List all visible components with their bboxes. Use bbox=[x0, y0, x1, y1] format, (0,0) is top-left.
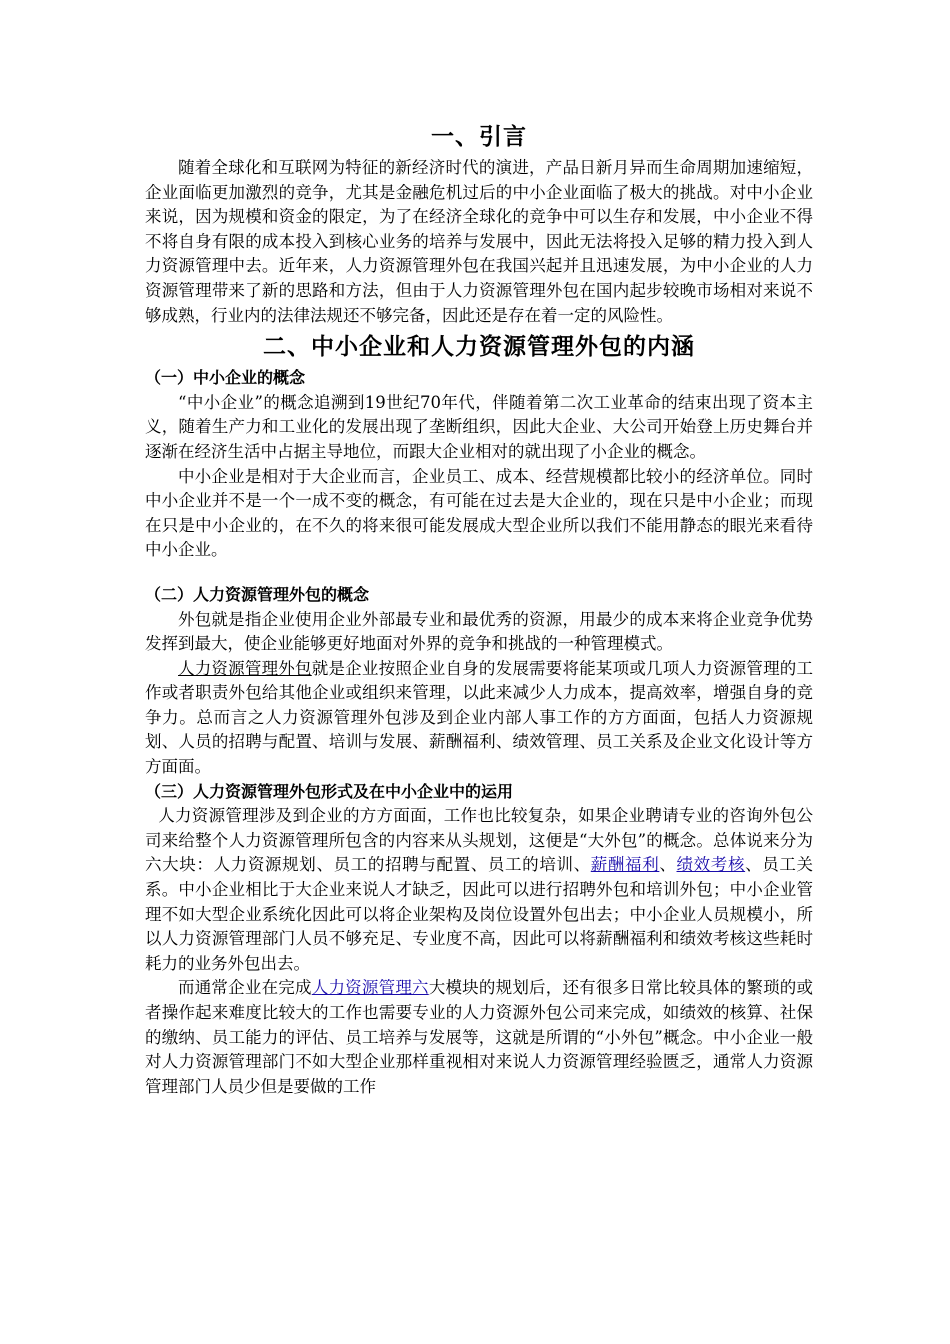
subsection1-paragraph-2: 中小企业是相对于大企业而言，企业员工、成本、经营规模都比较小的经济单位。同时中小企业并不是一个一成不变的概念，有可能在过去是大企业的，现在只是中小企业；而现在只是中小企业的，在不久的将来很可能发展成大型企业所以我们不能用静态的眼光来看待中小企业。 bbox=[145, 466, 813, 560]
subsection1-title: （一）中小企业的概念 bbox=[145, 368, 306, 388]
separator: 、 bbox=[659, 855, 677, 875]
subsection2-title: （二）人力资源管理外包的概念 bbox=[145, 584, 370, 604]
subsection2-paragraph-2 bbox=[145, 657, 813, 780]
subsection3-paragraph-2 bbox=[145, 976, 813, 1099]
hr-outsourcing-term: 人力资源管理外包 bbox=[178, 658, 312, 678]
document-body bbox=[145, 118, 813, 1099]
section2-title: 二、中小企业和人力资源管理外包的内涵 bbox=[263, 334, 695, 361]
subsection3-paragraph-2-text-a: 而通常企业在完成 bbox=[178, 978, 312, 998]
section1-title: 一、引言 bbox=[431, 124, 527, 150]
hr-six-modules-link[interactable]: 人力资源管理六 bbox=[311, 978, 429, 998]
performance-appraisal-link[interactable]: 绩效考核 bbox=[676, 855, 746, 875]
section1-paragraph: 随着全球化和互联网为特征的新经济时代的演进，产品日新月异而生命周期加速缩短，企业面临更加激烈的竞争，尤其是金融危机过后的中小企业面临了极大的挑战。对中小企业来说，因为规模和资金的限定，为了在经济全球化的竞争中可以生存和发展，中小企业不得不将自身有限的成本投入到核心业务的培养与发展中，因此无法将投入足够的精力投入到人力资源管理中去。近年来，人力资源管理外包在我国兴起并且迅速发展，为中小企业的人力资源管理带来了新的思路和方法，但由于人力资源管理外包在国内起步较晚市场相对来说不够成熟，行业内的法律法规还不够完备，因此还是存在着一定的风险性。 bbox=[145, 158, 813, 325]
subsection3-paragraph-2-text-b: 大模块的规划后，还有很多日常比较具体的繁琐的或者操作起来难度比较大的工作也需要专业的人力资源外包公司来完成，如绩效的核算、社保的缴纳、员工能力的评估、员工培养与发展等，这就是所谓的“小外包”概念。中小企业一般对人力资源管理部门不如大型企业那样重视相对来说人力资源管理经验匮乏，通常人力资源管理部门人员少但是要做的工作 bbox=[145, 978, 814, 1096]
subsection1-paragraph-1: “中小企业”的概念追溯到19世纪70年代，伴随着第二次工业革命的结束出现了资本主义，随着生产力和工业化的发展出现了垄断组织，因此大企业、大公司开始登上历史舞台并逐渐在经济生活中占据主导地位，而跟大企业相对的就出现了小企业的概念。 bbox=[145, 392, 813, 461]
subsection3-paragraph-1-text-b: 、员工关系。中小企业相比于大企业来说人才缺乏，因此可以进行招聘外包和培训外包；中小企业管理不如大型企业系统化因此可以将企业架构及岗位设置外包出去；中小企业人员规模小，所以人力资源管理部门人员不够充足、专业度不高，因此可以将薪酬福利和绩效考核这些耗时耗力的业务外包出去。 bbox=[145, 855, 814, 973]
salary-benefits-link[interactable]: 薪酬福利 bbox=[590, 855, 660, 875]
subsection3-paragraph-1 bbox=[145, 804, 813, 976]
subsection2-paragraph-2-text: 就是企业按照企业自身的发展需要将能某项或几项人力资源管理的工作或者职责外包给其他企业或组织来管理，以此来减少人力成本，提高效率，增强自身的竞争力。总而言之人力资源管理外包涉及到企业内部人事工作的方方面面，包括人力资源规划、人员的招聘与配置、培训与发展、薪酬福利、绩效管理、员工关系及企业文化设计等方方面面。 bbox=[145, 658, 814, 777]
subsection3-paragraph-1-text-a: 人力资源管理涉及到企业的方方面面，工作也比较复杂，如果企业聘请专业的咨询外包公司来给整个人力资源管理所包含的内容来从头规划，这便是“大外包”的概念。总体说来分为六大块：人力资源规划、员工的招聘与配置、员工的培训、 bbox=[145, 806, 813, 875]
subsection2-paragraph-1: 外包就是指企业使用企业外部最专业和最优秀的资源，用最少的成本来将企业竞争优势发挥到最大，使企业能够更好地面对外界的竞争和挑战的一种管理模式。 bbox=[145, 609, 813, 654]
subsection3-title: （三）人力资源管理外包形式及在中小企业中的运用 bbox=[145, 781, 514, 801]
